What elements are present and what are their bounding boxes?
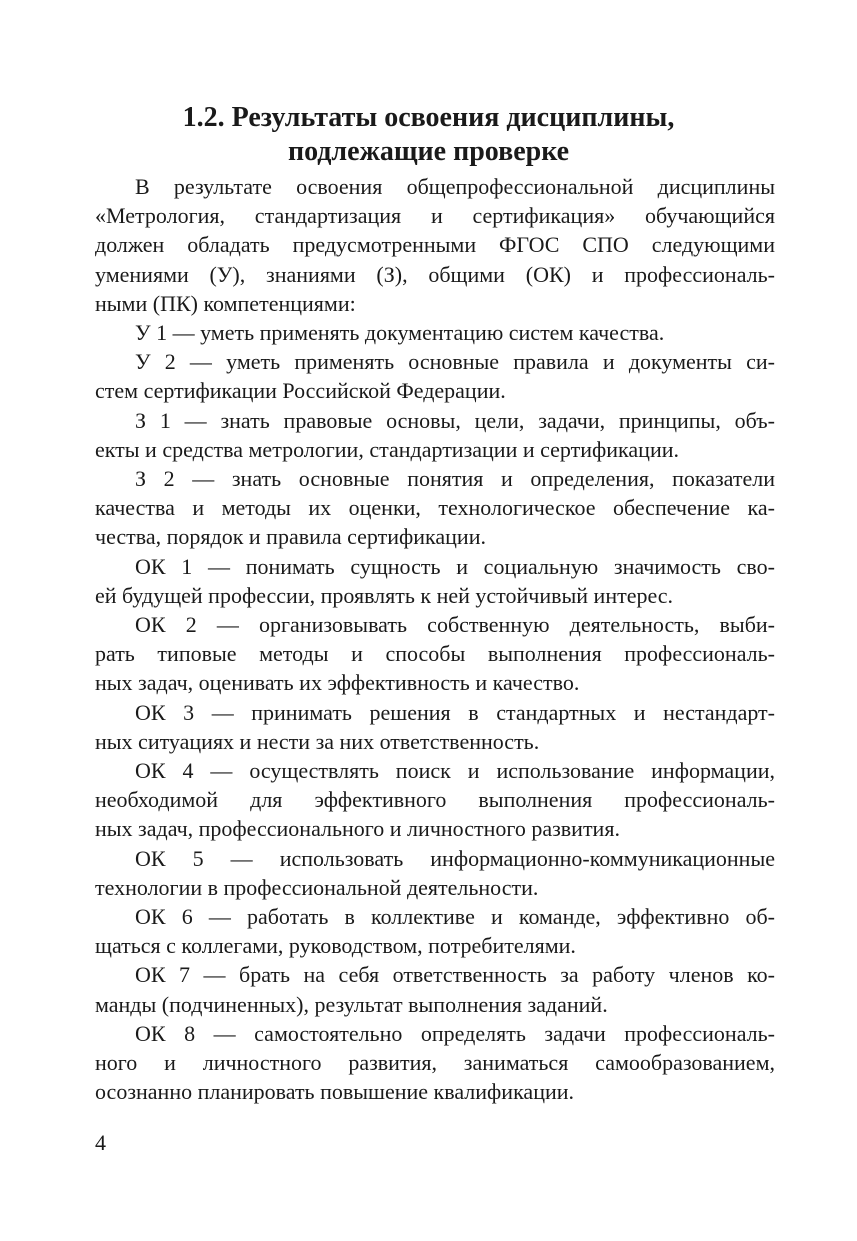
- text-line: ного и личностного развития, заниматься самообразованием,: [95, 1050, 775, 1076]
- paragraph: [95, 464, 775, 552]
- text-line: ных ситуациях и нести за них ответственность.: [95, 728, 540, 754]
- text-line: щаться с коллегами, руководством, потребителями.: [95, 933, 576, 959]
- paragraph: [95, 406, 775, 464]
- paragraph: [95, 172, 775, 318]
- body-text: [95, 172, 775, 1107]
- paragraph: [95, 318, 775, 347]
- text-line: должен обладать предусмотренными ФГОС СПО следующими: [95, 232, 775, 258]
- text-line: екты и средства метрологии, стандартизации и сертификации.: [95, 436, 679, 462]
- paragraph: [95, 552, 775, 610]
- text-line: ОК 5 — использовать информационно-коммуникационные: [135, 845, 775, 871]
- paragraph: [95, 347, 775, 405]
- text-line: ОК 2 — организовывать собственную деятельность, выби-: [135, 612, 775, 638]
- text-line: ОК 6 — работать в коллективе и команде, эффективно об-: [135, 904, 775, 930]
- text-line: ОК 4 — осуществлять поиск и использование информации,: [135, 758, 775, 784]
- paragraph: [95, 1019, 775, 1107]
- text-line: ными (ПК) компетенциями:: [95, 290, 356, 316]
- paragraph: [95, 698, 775, 756]
- heading-line-1: 1.2. Результаты освоения дисциплины,: [182, 102, 675, 133]
- text-line: ОК 3 — принимать решения в стандартных и нестандарт-: [135, 699, 775, 725]
- text-line: ей будущей профессии, проявлять к ней устойчивый интерес.: [95, 582, 674, 608]
- text-line: стем сертификации Российской Федерации.: [95, 378, 506, 404]
- text-line: ОК 1 — понимать сущность и социальную значимость сво-: [135, 553, 775, 579]
- text-line: технологии в профессиональной деятельности.: [95, 874, 539, 900]
- heading-line-2: подлежащие проверке: [287, 136, 570, 167]
- text-line: необходимой для эффективного выполнения профессиональ-: [95, 787, 775, 813]
- paragraph: [95, 902, 775, 960]
- text-line: умениями (У), знаниями (З), общими (ОК) и профессиональ-: [95, 261, 775, 287]
- text-line: ных задач, оценивать их эффективность и качество.: [95, 670, 580, 696]
- paragraph: [95, 960, 775, 1018]
- text-line: «Метрология, стандартизация и сертификация» обучающийся: [95, 203, 775, 229]
- text-line: У 1 — уметь применять документацию систем качества.: [135, 320, 665, 346]
- text-line: ОК 8 — самостоятельно определять задачи профессиональ-: [135, 1020, 775, 1046]
- text-line: ОК 7 — брать на себя ответственность за работу членов ко-: [135, 962, 775, 988]
- text-line: манды (подчиненных), результат выполнения заданий.: [95, 991, 608, 1017]
- paragraph: [95, 610, 775, 698]
- page-number: 4: [95, 1130, 106, 1155]
- text-line: качества и методы их оценки, технологическое обеспечение ка-: [95, 495, 775, 521]
- text-line: рать типовые методы и способы выполнения профессиональ-: [95, 641, 775, 667]
- text-line: чества, порядок и правила сертификации.: [95, 524, 486, 550]
- section-heading: [0, 101, 857, 169]
- text-line: ных задач, профессионального и личностного развития.: [95, 816, 620, 842]
- text-line: осознанно планировать повышение квалификации.: [95, 1079, 575, 1105]
- text-line: В результате освоения общепрофессиональной дисциплины: [135, 174, 775, 199]
- text-line: З 2 — знать основные понятия и определения, показатели: [135, 466, 775, 492]
- paragraph: [95, 844, 775, 902]
- text-line: З 1 — знать правовые основы, цели, задачи, принципы, объ-: [135, 407, 775, 433]
- paragraph: [95, 756, 775, 844]
- text-line: У 2 — уметь применять основные правила и документы си-: [135, 349, 775, 375]
